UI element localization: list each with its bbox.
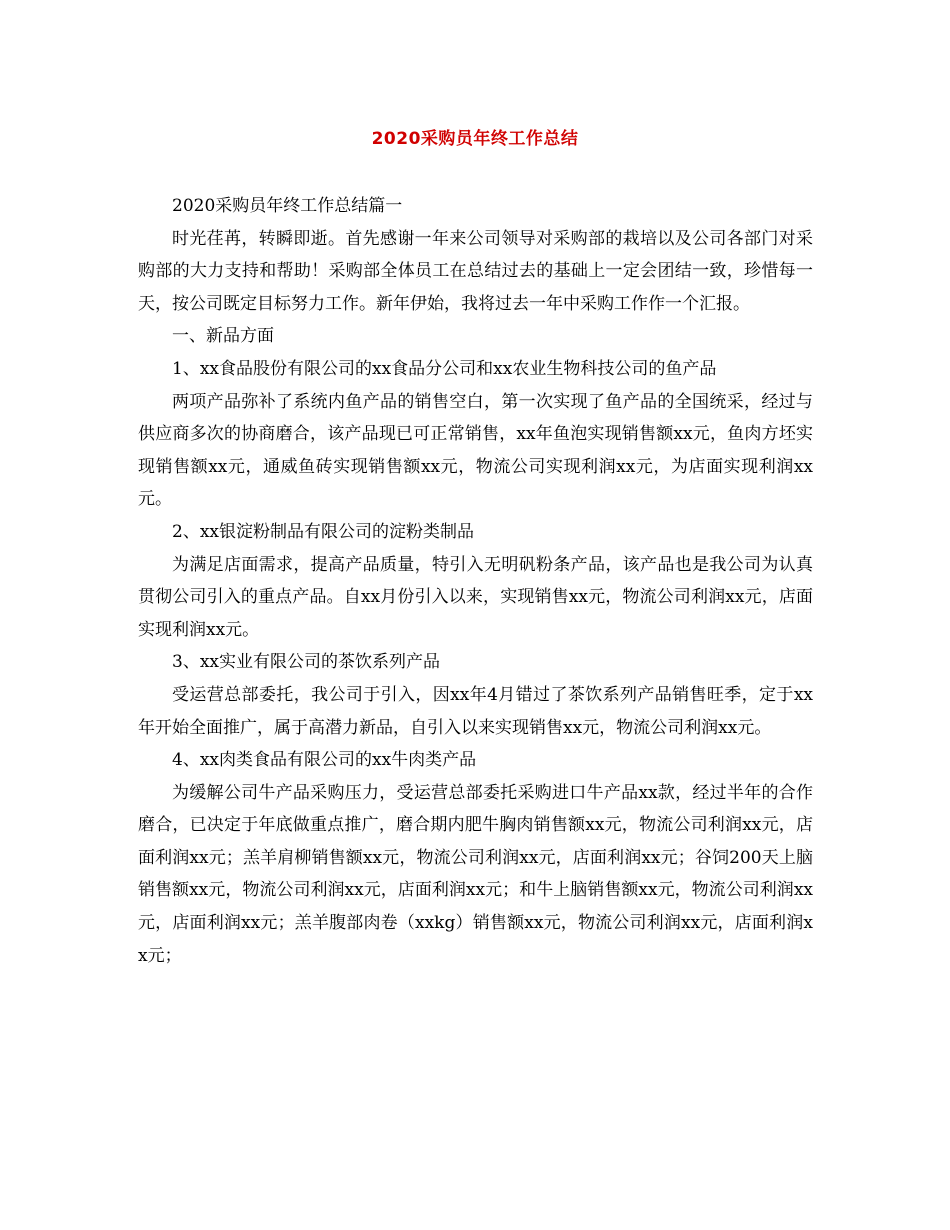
body-paragraph: 受运营总部委托，我公司于引入，因xx年4月错过了茶饮系列产品销售旺季，定于xx年开始全面推广，属于高潜力新品，自引入以来实现销售xx元，物流公司利润xx元。 (138, 684, 813, 738)
item-heading: 1、xx食品股份有限公司的xx食品分公司和xx农业生物科技公司的鱼产品 (172, 358, 717, 379)
item-heading: 4、xx肉类食品有限公司的xx牛肉类产品 (172, 750, 477, 771)
body-paragraph: 为缓解公司牛产品采购压力，受运营总部委托采购进口牛产品xx款，经过半年的合作磨合，已决定于年底做重点推广，磨合期内肥牛胸肉销售额xx元，物流公司利润xx元，店面利润xx元；羔羊肩柳销售额xx元，物流公司利润xx元，店面利润xx元；谷饲200天上脑销售额xx元，物流公司利润xx元，店面利润xx元；和牛上脑销售额xx元，物流公司利润xx元，店面利润xx元；羔羊腹部肉卷（xxkg）销售额xx元，物流公司利润xx元，店面利润xx元； (138, 782, 813, 966)
body-paragraph: 为满足店面需求，提高产品质量，特引入无明矾粉条产品，该产品也是我公司为认真贯彻公司引入的重点产品。自xx月份引入以来，实现销售xx元，物流公司利润xx元，店面实现利润xx元。 (138, 554, 813, 640)
item-heading: 2、xx银淀粉制品有限公司的淀粉类制品 (172, 521, 474, 542)
section-heading: 2020采购员年终工作总结篇一 (172, 196, 403, 216)
body-paragraph: 两项产品弥补了系统内鱼产品的销售空白，第一次实现了鱼产品的全国统采，经过与供应商多次的协商磨合，该产品现已可正常销售，xx年鱼泡实现销售额xx元，鱼肉方坯实现销售额xx元，通威鱼砖实现销售额xx元，物流公司实现利润xx元，为店面实现利润xx元。 (138, 391, 813, 510)
document-body (138, 190, 813, 972)
body-paragraph: 时光荏苒，转瞬即逝。首先感谢一年来公司领导对采购部的栽培以及公司各部门对采购部的大力支持和帮助！采购部全体员工在总结过去的基础上一定会团结一致，珍惜每一天，按公司既定目标努力工作。新年伊始，我将过去一年中采购工作作一个汇报。 (138, 228, 813, 314)
document-title: 2020采购员年终工作总结 (371, 129, 579, 149)
section-heading: 一、新品方面 (172, 326, 274, 347)
item-heading: 3、xx实业有限公司的茶饮系列产品 (172, 652, 440, 673)
